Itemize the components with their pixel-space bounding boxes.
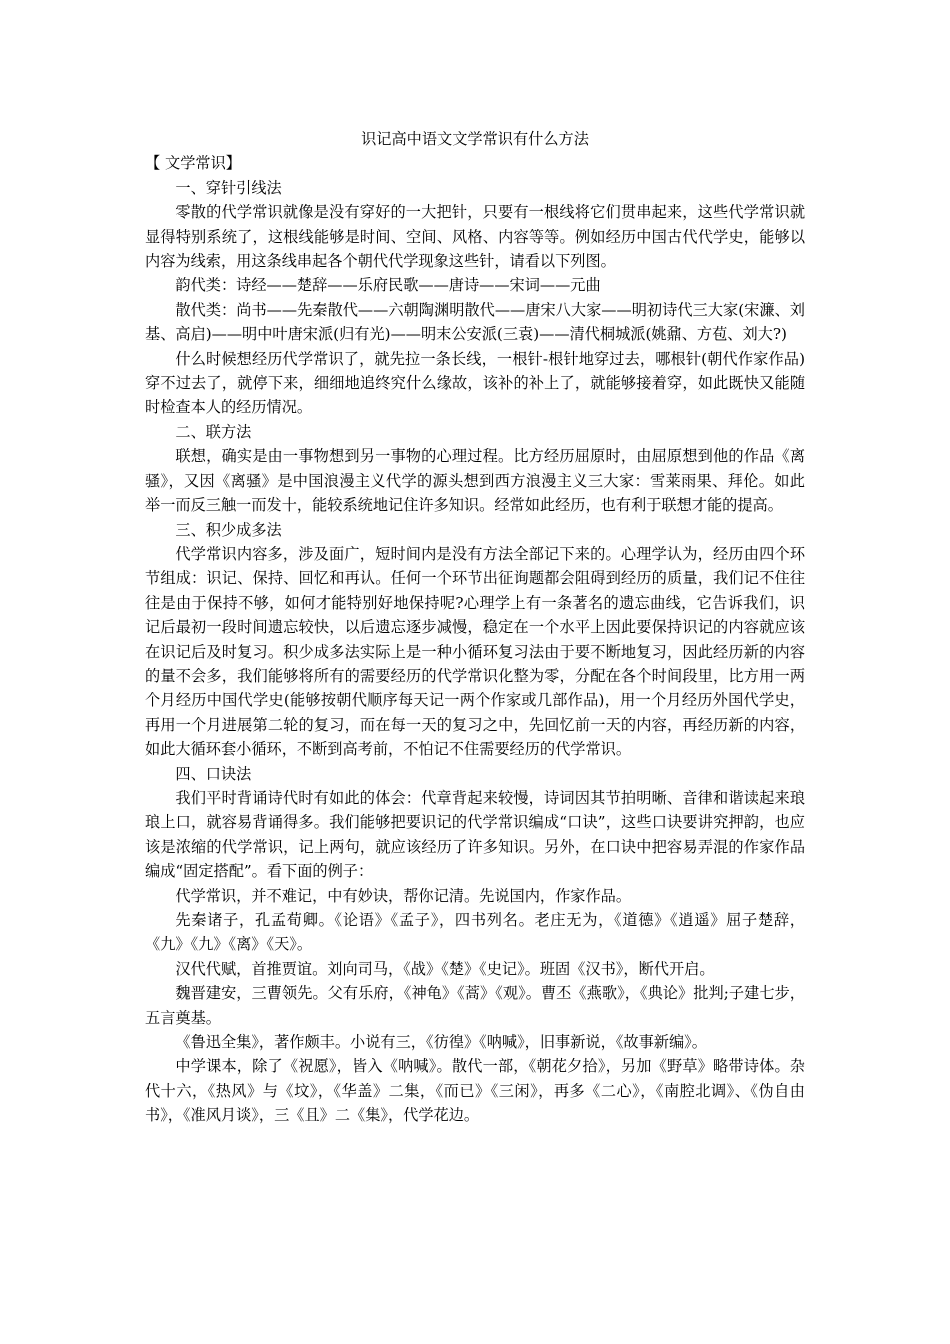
paragraph: 魏晋建安，三曹领先。父有乐府，《神龟》《蒿》《观》。曹丕《燕歌》，《典论》批判;子建七步，五言奠基。 <box>145 984 805 1027</box>
paragraph: 《鲁迅全集》，著作颇丰。小说有三，《彷徨》《呐喊》，旧事新说，《故事新编》。 <box>175 1033 707 1052</box>
paragraph: 代学常识内容多，涉及面广，短时间内是没有方法全部记下来的。心理学认为，经历由四个环节组成：识记、保持、回忆和再认。任何一个环节出征询题都会阻碍到经历的质量，我们记不住往往是由于保持不够，如何才能特别好地保持呢?心理学上有一条著名的遗忘曲线，它告诉我们，识记后最初一段时间遗忘较快，以后遗忘逐步减慢，稳定在一个水平上因此要保持识记的内容就应该在识记后及时复习。积少成多法实际上是一种小循环复习法由于要不断地复习，因此经历新的内容的量不会多，我们能够将所有的需要经历的代学常识化整为零，分配在各个时间段里，比方用一两个月经历中国代学史(能够按朝代顺序每天记一两个作家或几部作品)，用一个月经历外国代学史，再用一个月进展第二轮的复习，而在每一天的复习之中，先回忆前一天的内容，再经历新的内容，如此大循环套小循环，不断到高考前，不怕记不住需要经历的代学常识。 <box>145 544 805 759</box>
paragraph: 先秦诸子，孔孟荀卿。《论语》《孟子》，四书列名。老庄无为，《道德》《逍遥》屈子楚辞，《九》《九》《离》《天》。 <box>145 911 805 954</box>
section-heading: 二、联方法 <box>175 422 252 441</box>
document-title: 识记高中语文文学常识有什么方法 <box>361 130 589 148</box>
section-heading: 三、积少成多法 <box>175 520 282 539</box>
section-heading: 四、口诀法 <box>175 764 252 783</box>
paragraph: 中学课本，除了《祝愿》，皆入《呐喊》。散代一部，《朝花夕拾》，另加《野草》略带诗体。杂代十六，《热风》与《坟》，《华盖》二集，《而已》《三闲》，再多《二心》，《南腔北调》、《伪自由书》，《准风月谈》，三《且》二《集》，代学花边。 <box>145 1057 805 1125</box>
document-body <box>145 127 805 1128</box>
paragraph: 什么时候想经历代学常识了，就先拉一条长线，一根针-根针地穿过去，哪根针(朝代作家作品)穿不过去了，就停下来，细细地追终究什么缘故，该补的补上了，就能够接着穿，如此既快又能随时检查本人的经历情况。 <box>145 349 805 417</box>
paragraph: 散代类：尚书——先秦散代——六朝陶渊明散代——唐宋八大家——明初诗代三大家(宋濂、刘基、高启)——明中叶唐宋派(归有光)——明末公安派(三袁)——清代桐城派(姚鼐、方苞、刘大?) <box>145 300 805 344</box>
paragraph: 零散的代学常识就像是没有穿好的一大把针，只要有一根线将它们贯串起来，这些代学常识就显得特别系统了，这根线能够是时间、空间、风格、内容等等。例如经历中国古代代学史，能够以内容为线索，用这条线串起各个朝代代学现象这些针，请看以下列图。 <box>145 203 805 271</box>
paragraph: 汉代代赋，首推贾谊。刘向司马，《战》《楚》《史记》。班固《汉书》，断代开启。 <box>175 959 715 978</box>
paragraph: 代学常识，并不难记，中有妙诀，帮你记清。先说国内，作家作品。 <box>175 886 632 905</box>
paragraph-list <box>145 176 805 1128</box>
section-heading: 一、穿针引线法 <box>175 178 282 197</box>
paragraph: 联想，确实是由一事物想到另一事物的心理过程。比方经历屈原时，由屈原想到他的作品《离骚》，又因《离骚》是中国浪漫主义代学的源头想到西方浪漫主义三大家：雪莱雨果、拜伦。如此举一而反三触一而发十，能较系统地记住许多知识。经常如此经历，也有利于联想才能的提高。 <box>145 447 805 515</box>
section-label: 【 文学常识】 <box>145 154 241 173</box>
paragraph: 韵代类：诗经——楚辞——乐府民歌——唐诗——宋词——元曲 <box>175 276 601 295</box>
paragraph: 我们平时背诵诗代时有如此的体会：代章背起来较慢，诗词因其节拍明晰、音律和谐读起来琅琅上口，就容易背诵得多。我们能够把要识记的代学常识编成“口诀”，这些口诀要讲究押韵，也应该是浓缩的代学常识，记上两句，就应该经历了许多知识。另外，在口诀中把容易弄混的作家作品编成“固定搭配”。看下面的例子： <box>145 788 805 881</box>
